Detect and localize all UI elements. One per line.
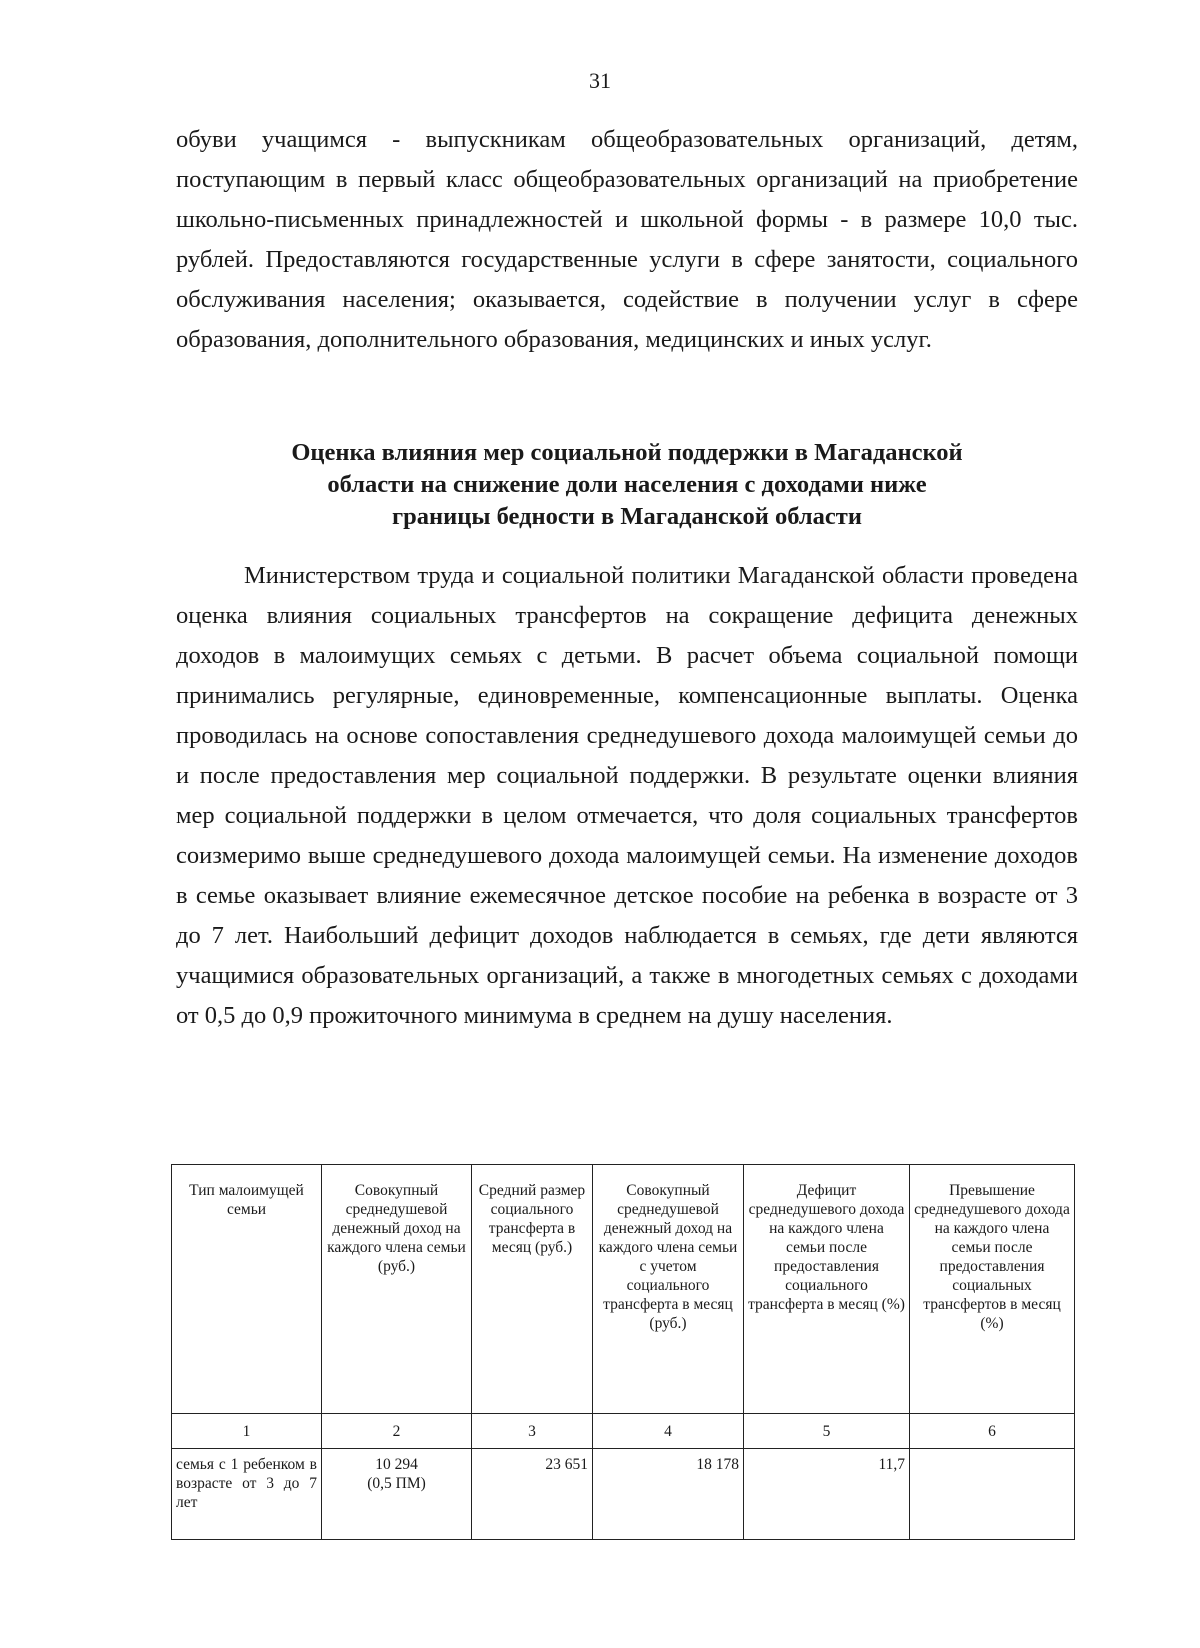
header-excess: Превышение среднедушевого дохода на каждого члена семьи после предоставления социальных трансфертов в месяц (%) bbox=[910, 1165, 1075, 1414]
heading-line-3: границы бедности в Магаданской области bbox=[392, 503, 862, 530]
column-number: 1 bbox=[172, 1414, 322, 1449]
cell-income-with-transfer: 18 178 bbox=[593, 1449, 744, 1540]
column-number: 3 bbox=[472, 1414, 593, 1449]
heading-line-1: Оценка влияния мер социальной поддержки в Магаданской bbox=[291, 439, 963, 466]
column-number: 2 bbox=[322, 1414, 472, 1449]
cell-excess bbox=[910, 1449, 1075, 1540]
section-heading bbox=[176, 437, 1078, 533]
header-income-with-transfer: Совокупный среднедушевой денежный доход на каждого члена семьи с учетом социального трансферта в месяц (руб.) bbox=[593, 1165, 744, 1414]
column-number: 4 bbox=[593, 1414, 744, 1449]
paragraph-assessment: Министерством труда и социальной политики Магаданской области проведена оценка влияния социальных трансфертов на сокращение дефицита денежных доходов в малоимущих семьях с детьми. В расчет объема социальной помощи принимались регулярные, единовременные, компенсационные выплаты. Оценка проводилась на основе сопоставления среднедушевого дохода малоимущей семьи до и после предоставления мер социальной поддержки. В результате оценки влияния мер социальной поддержки в целом отмечается, что доля социальных трансфертов соизмеримо выше среднедушевого дохода малоимущей семьи. На изменение доходов в семье оказывает влияние ежемесячное детское пособие на ребенка в возрасте от 3 до 7 лет. Наибольший дефицит доходов наблюдается в семьях, где дети являются учащимися образовательных организаций, а также в многодетных семьях с доходами от 0,5 до 0,9 прожиточного минимума в среднем на душу населения. bbox=[176, 562, 1078, 1029]
header-deficit: Дефицит среднедушевого дохода на каждого члена семьи после предоставления социального трансферта в месяц (%) bbox=[744, 1165, 910, 1414]
header-family-type: Тип малоимущей семьи bbox=[172, 1165, 322, 1414]
column-number: 6 bbox=[910, 1414, 1075, 1449]
heading-line-2: области на снижение доли населения с доходами ниже bbox=[327, 471, 927, 498]
cell-income-note: (0,5 ПМ) bbox=[367, 1475, 426, 1492]
cell-transfer: 23 651 bbox=[472, 1449, 593, 1540]
paragraph-intro: обуви учащимся - выпускникам общеобразовательных организаций, детям, поступающим в первый класс общеобразовательных организаций на приобретение школьно-письменных принадлежностей и школьной формы - в размере 10,0 тыс. рублей. Предоставляются государственные услуги в сфере занятости, социального обслуживания населения; оказывается, содействие в получении услуг в сфере образования, дополнительного образования, медицинских и иных услуг. bbox=[176, 126, 1078, 353]
table-header-row bbox=[172, 1165, 1075, 1414]
family-income-table bbox=[171, 1164, 1075, 1540]
column-number-row bbox=[172, 1414, 1075, 1449]
page-number: 31 bbox=[589, 68, 611, 93]
cell-income-value: 10 294 bbox=[375, 1456, 418, 1473]
column-number: 5 bbox=[744, 1414, 910, 1449]
header-income: Совокупный среднедушевой денежный доход на каждого члена семьи (руб.) bbox=[322, 1165, 472, 1414]
cell-deficit: 11,7 bbox=[744, 1449, 910, 1540]
cell-family-type: семья с 1 ребенком в возрасте от 3 до 7 лет bbox=[172, 1449, 322, 1540]
table-row bbox=[172, 1449, 1075, 1540]
cell-income bbox=[322, 1449, 472, 1540]
header-transfer: Средний размер социального трансферта в месяц (руб.) bbox=[472, 1165, 593, 1414]
